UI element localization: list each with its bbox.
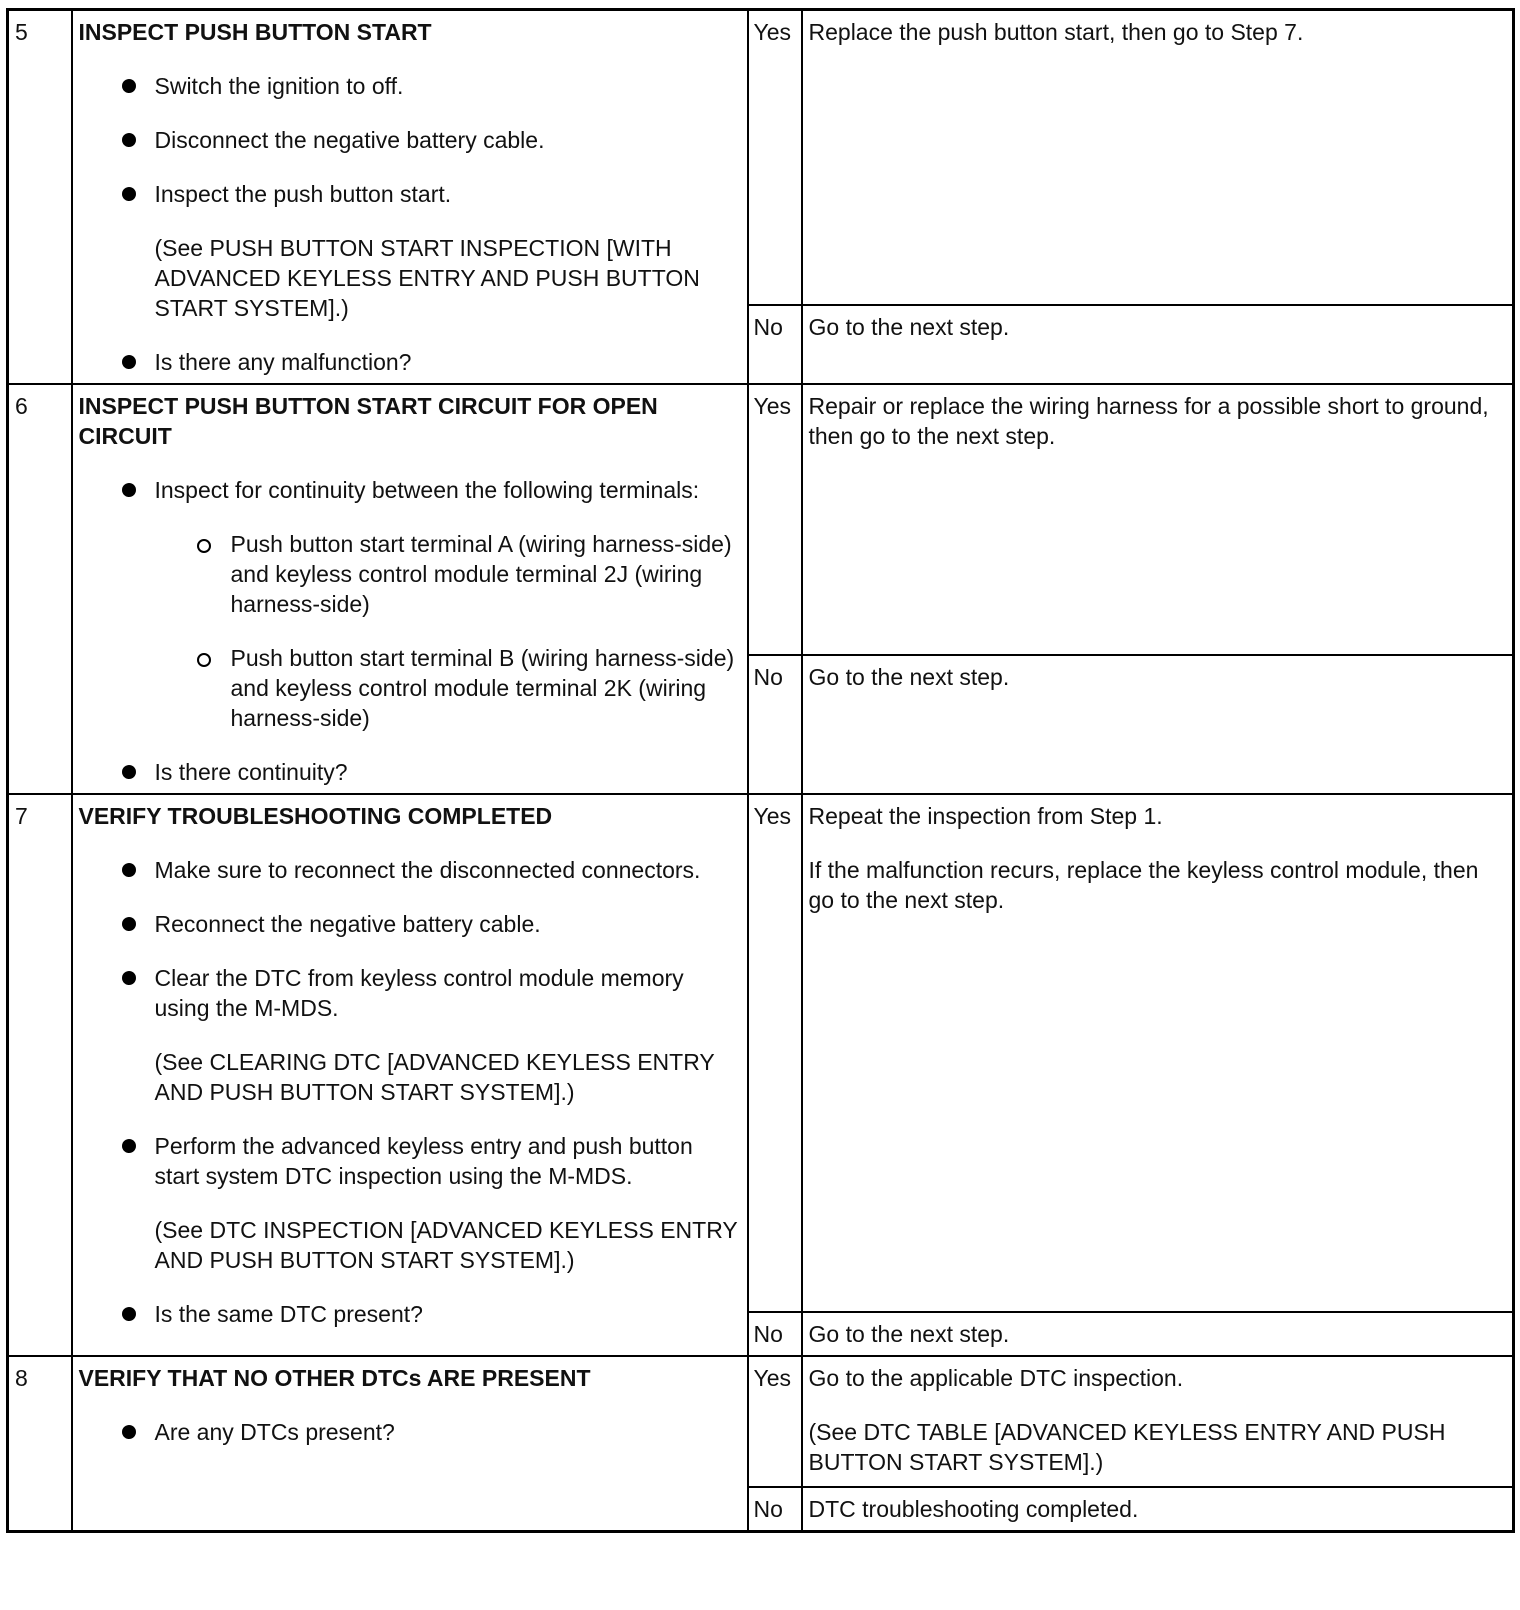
bullet-dot-icon — [122, 863, 136, 877]
yes-label: Yes — [748, 1356, 802, 1487]
bullet-question: Is there any malfunction? — [79, 347, 741, 377]
bullet-dot-icon — [122, 355, 136, 369]
step-body — [72, 794, 748, 1356]
yes-label: Yes — [748, 384, 802, 655]
yes-result: Replace the push button start, then go to Step 7. — [802, 10, 1514, 305]
bullet-dot-icon — [122, 1425, 136, 1439]
reference-note: (See CLEARING DTC [ADVANCED KEYLESS ENTRY AND PUSH BUTTON START SYSTEM].) — [154, 1049, 715, 1105]
step-title: VERIFY THAT NO OTHER DTCs ARE PRESENT — [78, 1365, 591, 1391]
no-result: DTC troubleshooting completed. — [802, 1487, 1514, 1532]
step-number: 7 — [8, 794, 72, 1356]
step-body — [72, 384, 748, 794]
no-label: No — [748, 1487, 802, 1532]
sub-bullet-circle-icon — [197, 539, 211, 553]
bullet-item: Make sure to reconnect the disconnected connectors. — [79, 855, 741, 885]
yes-result: Go to the applicable DTC inspection. (See DTC TABLE [ADVANCED KEYLESS ENTRY AND PUSH BUTTON START SYSTEM].) — [802, 1356, 1514, 1487]
step-8-yes-row — [8, 1356, 1514, 1487]
bullet-question: Are any DTCs present? — [79, 1417, 741, 1447]
bullet-dot-icon — [122, 971, 136, 985]
step-number: 8 — [8, 1356, 72, 1532]
no-result: Go to the next step. — [802, 305, 1514, 385]
bullet-question: Is the same DTC present? — [79, 1299, 741, 1329]
bullet-item: Perform the advanced keyless entry and push button start system DTC inspection using the M-MDS. — [79, 1131, 741, 1191]
no-result: Go to the next step. — [802, 655, 1514, 794]
reference-note: (See DTC INSPECTION [ADVANCED KEYLESS ENTRY AND PUSH BUTTON START SYSTEM].) — [154, 1217, 738, 1273]
bullet-dot-icon — [122, 1139, 136, 1153]
yes-result: Repeat the inspection from Step 1. If the malfunction recurs, replace the keyless control module, then go to the next step. — [802, 794, 1514, 1312]
no-label: No — [748, 655, 802, 794]
bullet-dot-icon — [122, 187, 136, 201]
no-label: No — [748, 1312, 802, 1356]
step-7-yes-row — [8, 794, 1514, 1312]
troubleshooting-table — [6, 8, 1515, 1533]
sub-bullet-item: Push button start terminal B (wiring harness-side) and keyless control module terminal 2K (wiring harness-side) — [79, 643, 741, 733]
step-body — [72, 1356, 748, 1532]
yes-label: Yes — [748, 10, 802, 305]
bullet-item: Reconnect the negative battery cable. — [79, 909, 741, 939]
step-title: INSPECT PUSH BUTTON START — [78, 19, 432, 45]
bullet-dot-icon — [122, 917, 136, 931]
yes-label: Yes — [748, 794, 802, 1312]
bullet-item: Inspect the push button start. — [79, 179, 741, 209]
sub-bullet-item: Push button start terminal A (wiring harness-side) and keyless control module terminal 2J (wiring harness-side) — [79, 529, 741, 619]
bullet-item: Switch the ignition to off. — [79, 71, 741, 101]
sub-bullet-circle-icon — [197, 653, 211, 667]
step-title: VERIFY TROUBLESHOOTING COMPLETED — [78, 803, 553, 829]
bullet-dot-icon — [122, 483, 136, 497]
step-body — [72, 10, 748, 385]
step-5-yes-row — [8, 10, 1514, 305]
step-title: INSPECT PUSH BUTTON START CIRCUIT FOR OPEN CIRCUIT — [78, 393, 658, 449]
yes-result: Repair or replace the wiring harness for a possible short to ground, then go to the next step. — [802, 384, 1514, 655]
bullet-dot-icon — [122, 79, 136, 93]
bullet-item: Clear the DTC from keyless control module memory using the M-MDS. — [79, 963, 741, 1023]
bullet-dot-icon — [122, 133, 136, 147]
no-label: No — [748, 305, 802, 385]
bullet-item: Disconnect the negative battery cable. — [79, 125, 741, 155]
step-number: 6 — [8, 384, 72, 794]
bullet-item: Inspect for continuity between the following terminals: — [79, 475, 741, 505]
step-6-yes-row — [8, 384, 1514, 655]
no-result: Go to the next step. — [802, 1312, 1514, 1356]
bullet-dot-icon — [122, 1307, 136, 1321]
bullet-dot-icon — [122, 765, 136, 779]
reference-note: (See PUSH BUTTON START INSPECTION [WITH ADVANCED KEYLESS ENTRY AND PUSH BUTTON START SYSTEM].) — [154, 235, 700, 321]
bullet-question: Is there continuity? — [79, 757, 741, 787]
step-number: 5 — [8, 10, 72, 385]
